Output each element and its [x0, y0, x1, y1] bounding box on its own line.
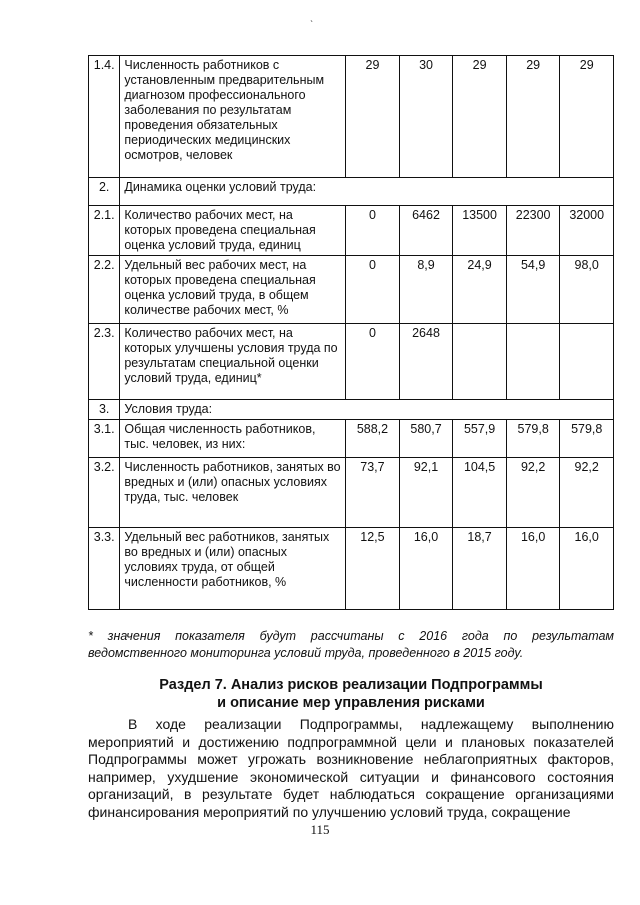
row-value: 580,7 [399, 420, 453, 458]
row-value: 29 [453, 56, 507, 178]
row-value: 29 [506, 56, 560, 178]
section-title-line-2: и описание мер управления рисками [217, 695, 485, 711]
row-value: 92,1 [399, 458, 453, 528]
row-value: 29 [560, 56, 614, 178]
row-number: 2.3. [89, 324, 120, 400]
row-value: 98,0 [560, 256, 614, 324]
row-number: 3.1. [89, 420, 120, 458]
row-value: 12,5 [346, 528, 400, 610]
row-value: 32000 [560, 206, 614, 256]
row-number: 2.1. [89, 206, 120, 256]
row-value: 73,7 [346, 458, 400, 528]
row-value: 0 [346, 324, 400, 400]
row-label: Удельный вес работников, занятых во вредных и (или) опасных условиях труда, от общей численности работников, % [120, 528, 346, 610]
row-number: 2.2. [89, 256, 120, 324]
row-label: Удельный вес рабочих мест, на которых проведена специальная оценка условий труда, в общем количестве рабочих мест, % [120, 256, 346, 324]
body-paragraph: В ходе реализации Подпрограммы, надлежащему выполнению мероприятий и достижению подпрограммной цели и плановых показателей Подпрограммы может угрожать возникновение неблагоприятных факторов, например, ухудшение экономической ситуации и финансового состояния организаций, в результате будет наблюдаться сокращение организациями финансирования мероприятий по улучшению условий труда, сокращение [88, 716, 614, 820]
row-value: 104,5 [453, 458, 507, 528]
row-value: 29 [346, 56, 400, 178]
row-number: 3.3. [89, 528, 120, 610]
table-row [89, 206, 614, 256]
row-value: 557,9 [453, 420, 507, 458]
row-value [506, 324, 560, 400]
row-value: 54,9 [506, 256, 560, 324]
page-number: 115 [310, 822, 330, 837]
row-value: 30 [399, 56, 453, 178]
row-value: 92,2 [560, 458, 614, 528]
row-value: 92,2 [506, 458, 560, 528]
row-label: Количество рабочих мест, на которых улучшены условия труда по результатам специальной оценки условий труда, единиц* [120, 324, 346, 400]
row-value: 8,9 [399, 256, 453, 324]
row-value [560, 324, 614, 400]
footnote: * значения показателя будут рассчитаны с 2016 года по результатам ведомственного мониторинга условий труда, проведенного в 2015 году. [88, 629, 614, 660]
row-value [453, 324, 507, 400]
row-value: 18,7 [453, 528, 507, 610]
row-number: 1.4. [89, 56, 120, 178]
row-number: 3.2. [89, 458, 120, 528]
row-value: 16,0 [560, 528, 614, 610]
table-row [89, 400, 614, 420]
row-value: 588,2 [346, 420, 400, 458]
row-value: 2648 [399, 324, 453, 400]
row-value: 6462 [399, 206, 453, 256]
row-number: 3. [89, 400, 120, 420]
row-value: 24,9 [453, 256, 507, 324]
row-value: 579,8 [560, 420, 614, 458]
row-value: 16,0 [506, 528, 560, 610]
table-row [89, 420, 614, 458]
table-row [89, 178, 614, 206]
row-value: 22300 [506, 206, 560, 256]
row-label: Количество рабочих мест, на которых проведена специальная оценка условий труда, единиц [120, 206, 346, 256]
indicators-table [88, 55, 614, 610]
table-row [89, 256, 614, 324]
section-title [88, 676, 614, 712]
scan-mark: ˋ [310, 20, 314, 31]
table-row [89, 56, 614, 178]
row-label: Условия труда: [120, 400, 614, 420]
section-title-line-1: Раздел 7. Анализ рисков реализации Подпрограммы [159, 677, 543, 693]
row-value: 0 [346, 206, 400, 256]
row-value: 579,8 [506, 420, 560, 458]
table-row [89, 528, 614, 610]
table-row [89, 458, 614, 528]
row-label: Динамика оценки условий труда: [120, 178, 614, 206]
row-number: 2. [89, 178, 120, 206]
row-value: 13500 [453, 206, 507, 256]
row-label: Общая численность работников, тыс. человек, из них: [120, 420, 346, 458]
row-value: 16,0 [399, 528, 453, 610]
row-label: Численность работников с установленным предварительным диагнозом профессионального заболевания по результатам проведения обязательных периодических медицинских осмотров, человек [120, 56, 346, 178]
row-label: Численность работников, занятых во вредных и (или) опасных условиях труда, тыс. человек [120, 458, 346, 528]
row-value: 0 [346, 256, 400, 324]
table-row [89, 324, 614, 400]
